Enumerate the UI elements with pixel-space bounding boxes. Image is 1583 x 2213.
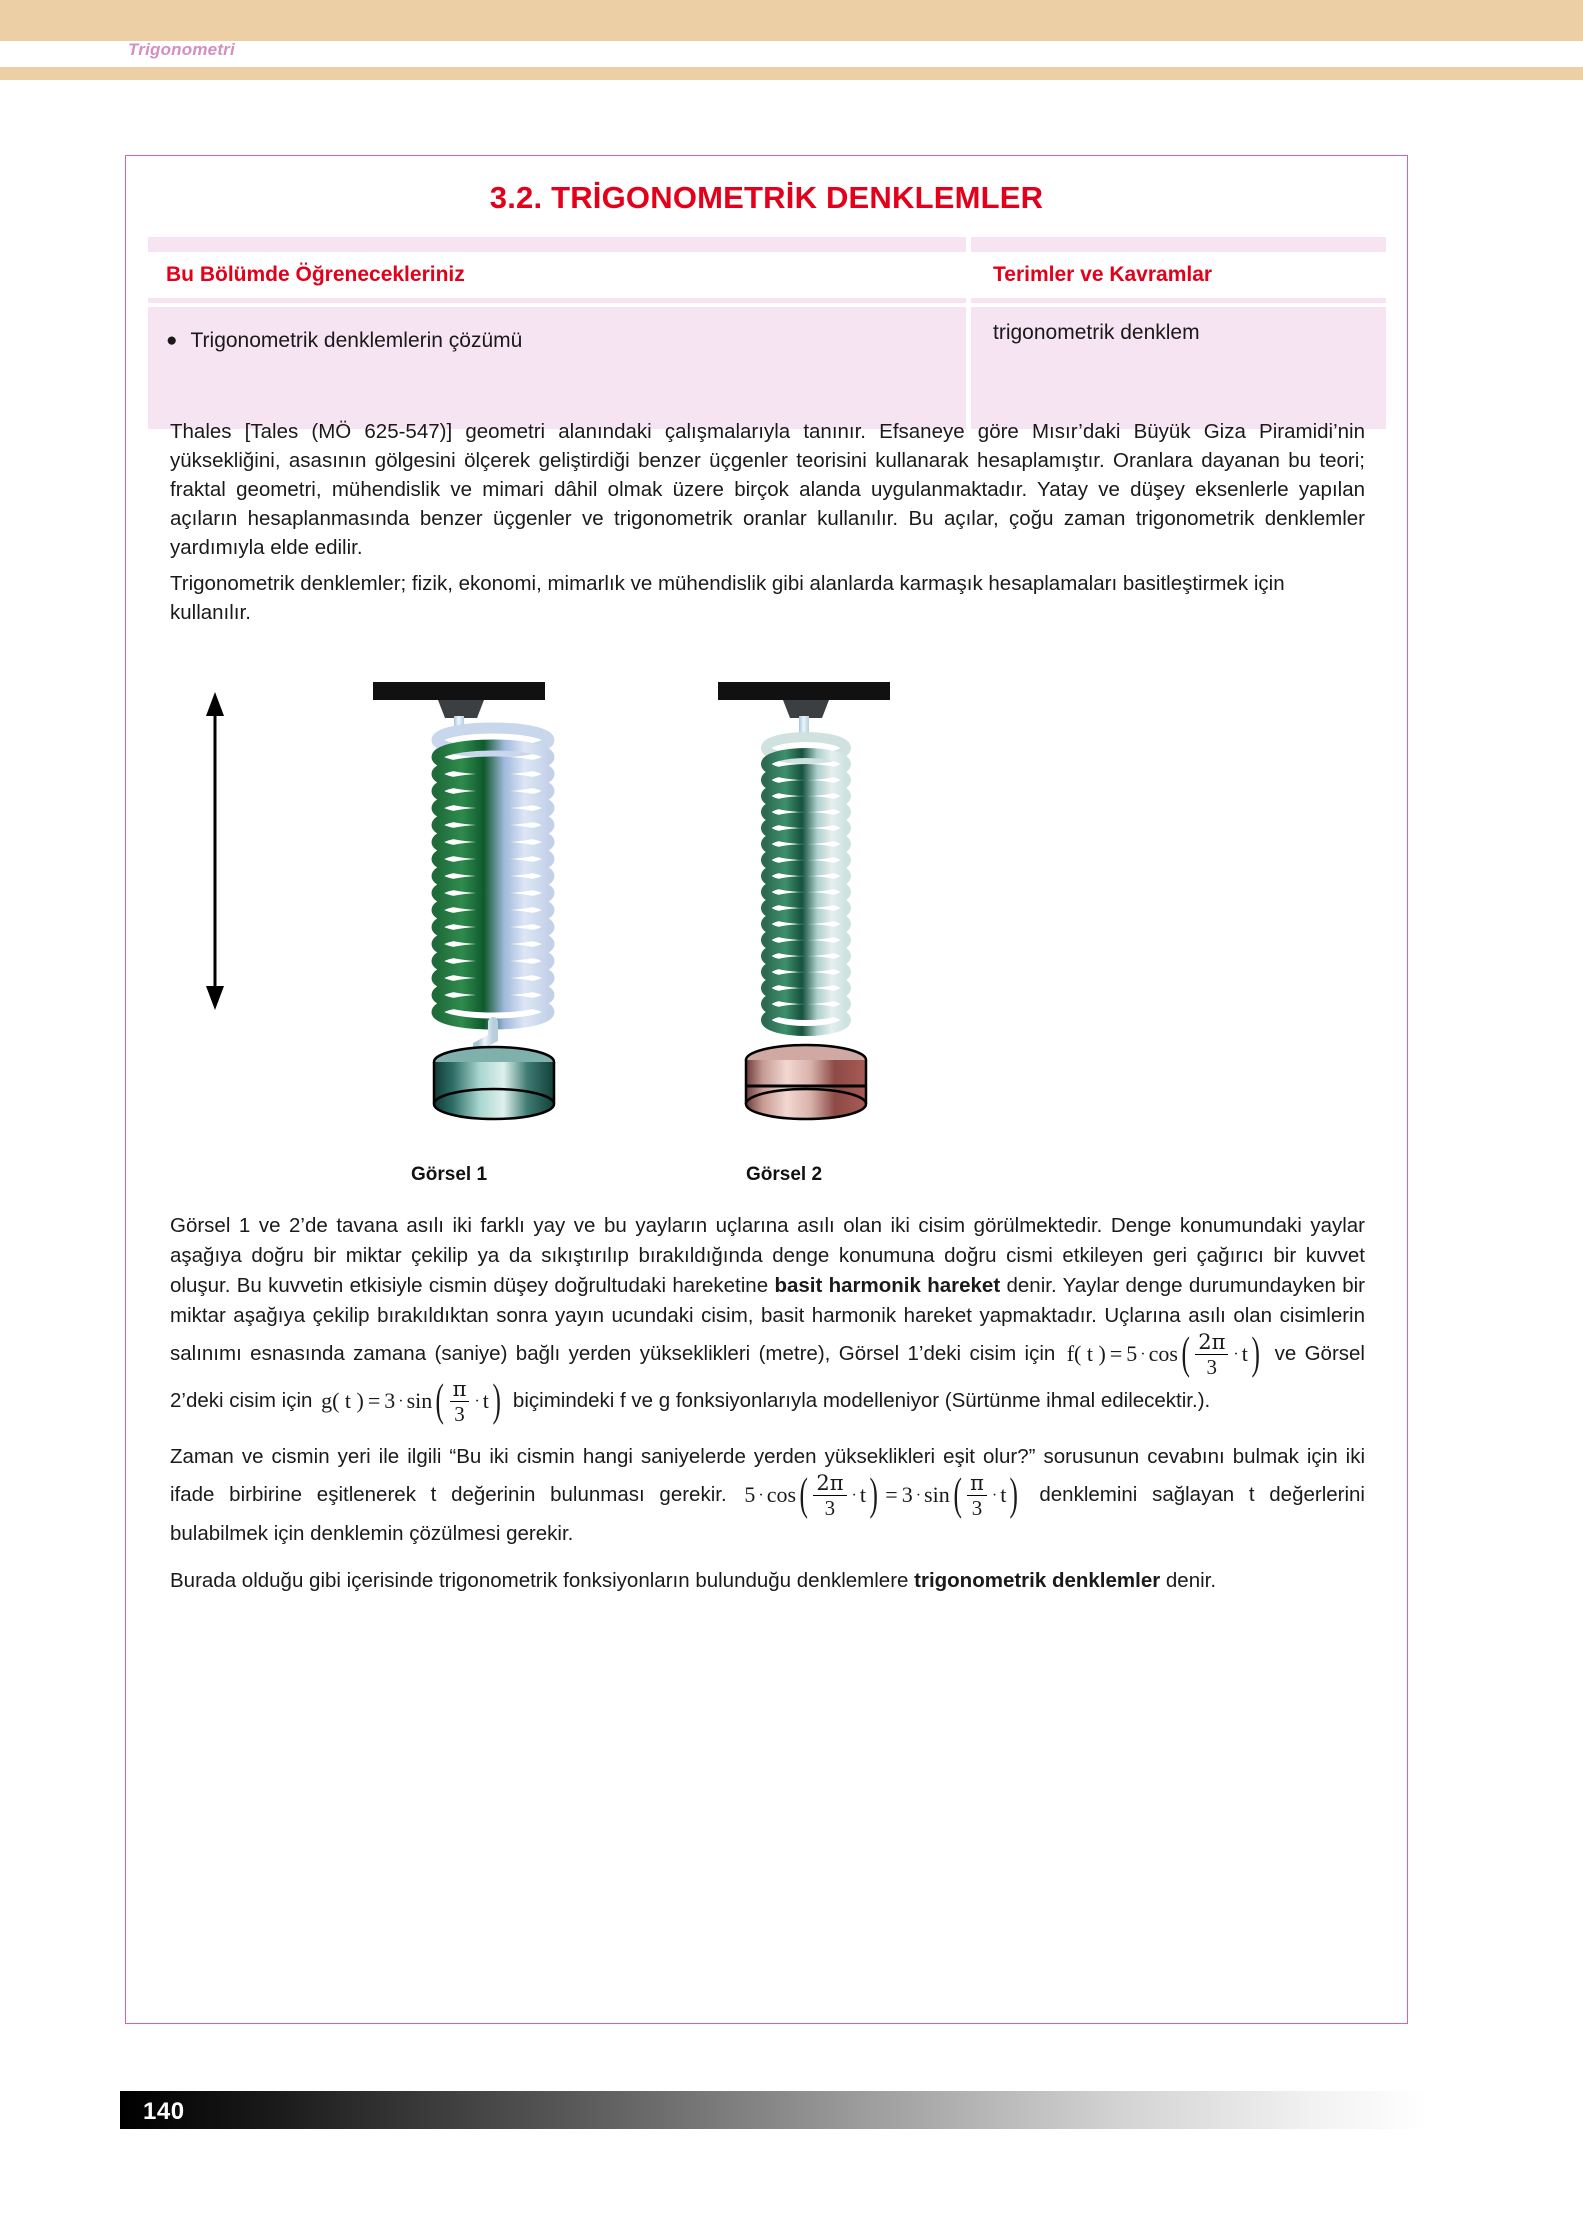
objectives-terms-box xyxy=(148,237,1386,429)
header-white-strip xyxy=(0,41,1583,67)
figure-caption-2: Görsel 2 xyxy=(746,1164,823,1185)
f-numerator: 2π xyxy=(1195,1331,1228,1355)
figure-caption-1: Görsel 1 xyxy=(411,1164,488,1185)
g-arg: ( t ) xyxy=(332,1388,364,1414)
spring-diagram-svg xyxy=(126,656,1409,1156)
g-close-paren: ) xyxy=(492,1374,501,1426)
lower-p3-a: Burada olduğu gibi içerisinde trigonometrik fonksiyonların bulunduğu denklemlere xyxy=(170,1568,915,1592)
eq-left-open-paren: ( xyxy=(799,1468,808,1520)
spring-illustration xyxy=(126,656,1407,1156)
list-item xyxy=(166,329,948,353)
f-mul-dot: · xyxy=(1140,1345,1146,1363)
eq-left-close-paren: ) xyxy=(869,1468,878,1520)
eq-left-amplitude: 5 xyxy=(744,1482,756,1508)
mount-bracket-2 xyxy=(783,700,829,718)
eq-left-fraction xyxy=(811,1472,848,1519)
eq-right-denominator: 3 xyxy=(971,1495,983,1520)
g-open-paren: ( xyxy=(435,1374,445,1426)
eq-right-dot: · xyxy=(915,1486,922,1504)
mass-2 xyxy=(746,1045,866,1119)
eq-equals-sign: = xyxy=(885,1482,898,1508)
objective-text: Trigonometrik denklemlerin çözümü xyxy=(190,329,523,352)
eq-right-variable: t xyxy=(1000,1482,1007,1508)
spring-assembly-2 xyxy=(718,682,890,1119)
f-close-paren: ) xyxy=(1251,1326,1260,1378)
eq-left-numerator: 2π xyxy=(813,1472,846,1496)
g-mul-dot-2: · xyxy=(474,1392,480,1410)
g-variable: t xyxy=(482,1388,489,1414)
page-number: 140 xyxy=(143,2098,185,2125)
formula-f-of-t xyxy=(1064,1326,1266,1379)
running-header-title: Trigonometri xyxy=(128,40,235,59)
intro-paragraph-1: Thales [Tales (MÖ 625-547)] geometri alanındaki çalışmalarıyla tanınır. Efsaneye göre Mısır’daki Büyük Giza Piramidi’nin yüksekliğini, asasının gölgesini ölçerek geliştirdiği benzer üçgenler teorisini kullanarak hesaplamıştır. Oranlara dayanan bu teori; fraktal geometri, mühendislik ve mimari dâhil olmak üzere birçok alanda uygulanmaktadır. Yatay ve düşey eksenlerle yapılan açıların hesaplanmasında benzer üçgenler ve trigonometrik oranlar kullanılır. Bu açılar, çoğu zaman trigonometrik denklemler yardımıyla elde edilir. xyxy=(170,420,1365,560)
eq-left-denominator: 3 xyxy=(824,1495,836,1520)
eq-left-dot-2: · xyxy=(851,1486,857,1504)
lower-p2-a: Zaman ve cismin yeri ile ilgili “Bu iki cismin hangi saniyelerde yerden yükseklikleri eşit olur?” sorusunun cevabını bulmak için iki ifade birbirine eşitlenerek t değerinin bulunması gerekir. xyxy=(170,1444,1365,1506)
footer-gradient-bar xyxy=(120,2091,1428,2129)
eq-right-close-paren: ) xyxy=(1009,1468,1019,1520)
eq-right-numerator: π xyxy=(967,1472,987,1496)
terms-heading: Terimler ve Kavramlar xyxy=(971,256,1386,298)
term-basit-harmonik-hareket: basit harmonik hareket xyxy=(774,1273,1001,1297)
lower-p1-a: Görsel 1 ve 2’de tavana asılı iki farklı yay ve bu yayların uçlarına asılı olan iki cisim görülmektedir. Denge konumundaki yaylar aşağıya doğru bir miktar çekilip ya da sıkıştırılıp bırakıldığında denge konumuna doğru cismi etkileyen geri çağırıcı bir kuvvet oluşur. Bu kuvvetin etkisiyle cismin düşey doğrultudaki hareketine xyxy=(170,1214,1365,1297)
header-band-bottom xyxy=(0,67,1583,80)
formula-equation xyxy=(741,1468,1024,1520)
eq-left-variable: t xyxy=(859,1482,866,1508)
header-band-top xyxy=(0,0,1583,41)
f-open-paren: ( xyxy=(1181,1326,1190,1378)
f-mul-dot-2: · xyxy=(1233,1345,1239,1363)
ceiling-bar-2 xyxy=(718,682,890,700)
eq-right-fraction xyxy=(965,1472,989,1519)
lower-paragraph-3 xyxy=(170,1566,1365,1596)
coil-stack-1 xyxy=(437,728,549,1024)
g-equals: = xyxy=(367,1388,381,1414)
g-function: sin xyxy=(406,1388,433,1414)
g-numerator: π xyxy=(450,1378,470,1402)
ceiling-bar-1 xyxy=(373,682,545,700)
term-trigonometrik-denklemler: trigonometrik denklemler xyxy=(914,1568,1161,1592)
lower-p1-c: ve Görsel 2’deki cisim için xyxy=(170,1341,1365,1412)
eq-right-open-paren: ( xyxy=(953,1468,962,1520)
g-name: g xyxy=(321,1388,333,1414)
content-frame xyxy=(125,155,1408,2024)
objectives-top-strip xyxy=(148,237,966,252)
lower-paragraph-1 xyxy=(170,1211,1365,1425)
f-denominator: 3 xyxy=(1206,1354,1218,1379)
g-denominator: 3 xyxy=(454,1401,465,1426)
intro-paragraph-2: Trigonometrik denklemler; fizik, ekonomi, mimarlık ve mühendislik gibi alanlarda karmaşık hesaplamaları basitleştirmek için kullanılır. xyxy=(170,572,1285,625)
amplitude-arrow xyxy=(206,692,224,1010)
objectives-body xyxy=(148,307,966,429)
lower-p2-b: denklemini sağlayan t değerlerini bulabilmek için denklemin çözülmesi gerekir. xyxy=(170,1482,1365,1545)
eq-right-function: sin xyxy=(924,1482,950,1508)
term-text: trigonometrik denklem xyxy=(993,321,1200,344)
lower-prose xyxy=(170,1211,1365,1613)
f-fraction xyxy=(1193,1331,1230,1378)
lower-p1-b: denir. Yaylar denge durumundayken bir miktar aşağıya çekilip bırakıldıktan sonra yayın ucundaki cisim, basit harmonik hareket yapmaktadır. Uçlarına asılı olan cisimlerin salınımı esnasında zamana (saniye) bağlı yerden yükseklikleri (metre), Görsel 1’deki cisim için xyxy=(170,1273,1365,1365)
lower-p3-b: denir. xyxy=(1160,1568,1217,1592)
figure-captions xyxy=(126,1164,1407,1194)
spring-assembly-1 xyxy=(373,682,554,1119)
f-function: cos xyxy=(1148,1341,1178,1367)
lower-p1-d: biçimindeki f ve g fonksiyonlarıyla modelleniyor (Sürtünme ihmal edilecektir.). xyxy=(507,1388,1211,1412)
objectives-heading: Bu Bölümde Öğrenecekleriniz xyxy=(148,256,966,298)
coil-stack-2 xyxy=(766,737,846,1031)
g-amplitude: 3 xyxy=(384,1388,396,1414)
f-name: f xyxy=(1066,1341,1075,1367)
eq-left-function: cos xyxy=(766,1482,797,1508)
eq-right-dot-2: · xyxy=(991,1486,998,1504)
objectives-column xyxy=(148,237,966,429)
f-arg: ( t ) xyxy=(1074,1341,1106,1367)
bullet-icon: ● xyxy=(166,330,178,351)
eq-left-dot: · xyxy=(758,1486,764,1504)
terms-top-strip xyxy=(971,237,1386,252)
eq-right-amplitude: 3 xyxy=(901,1482,913,1508)
g-fraction xyxy=(448,1378,472,1425)
lower-paragraph-2 xyxy=(170,1442,1365,1549)
formula-g-of-t xyxy=(318,1374,507,1426)
f-variable: t xyxy=(1241,1341,1248,1367)
g-mul-dot: · xyxy=(398,1392,404,1410)
mass-1 xyxy=(434,1047,554,1119)
terms-body xyxy=(971,307,1386,429)
f-equals: = xyxy=(1109,1341,1123,1367)
page-title: 3.2. TRİGONOMETRİK DENKLEMLER xyxy=(489,180,1044,215)
f-amplitude: 5 xyxy=(1126,1341,1138,1367)
terms-column xyxy=(971,237,1386,429)
mount-bracket-1 xyxy=(438,700,484,718)
